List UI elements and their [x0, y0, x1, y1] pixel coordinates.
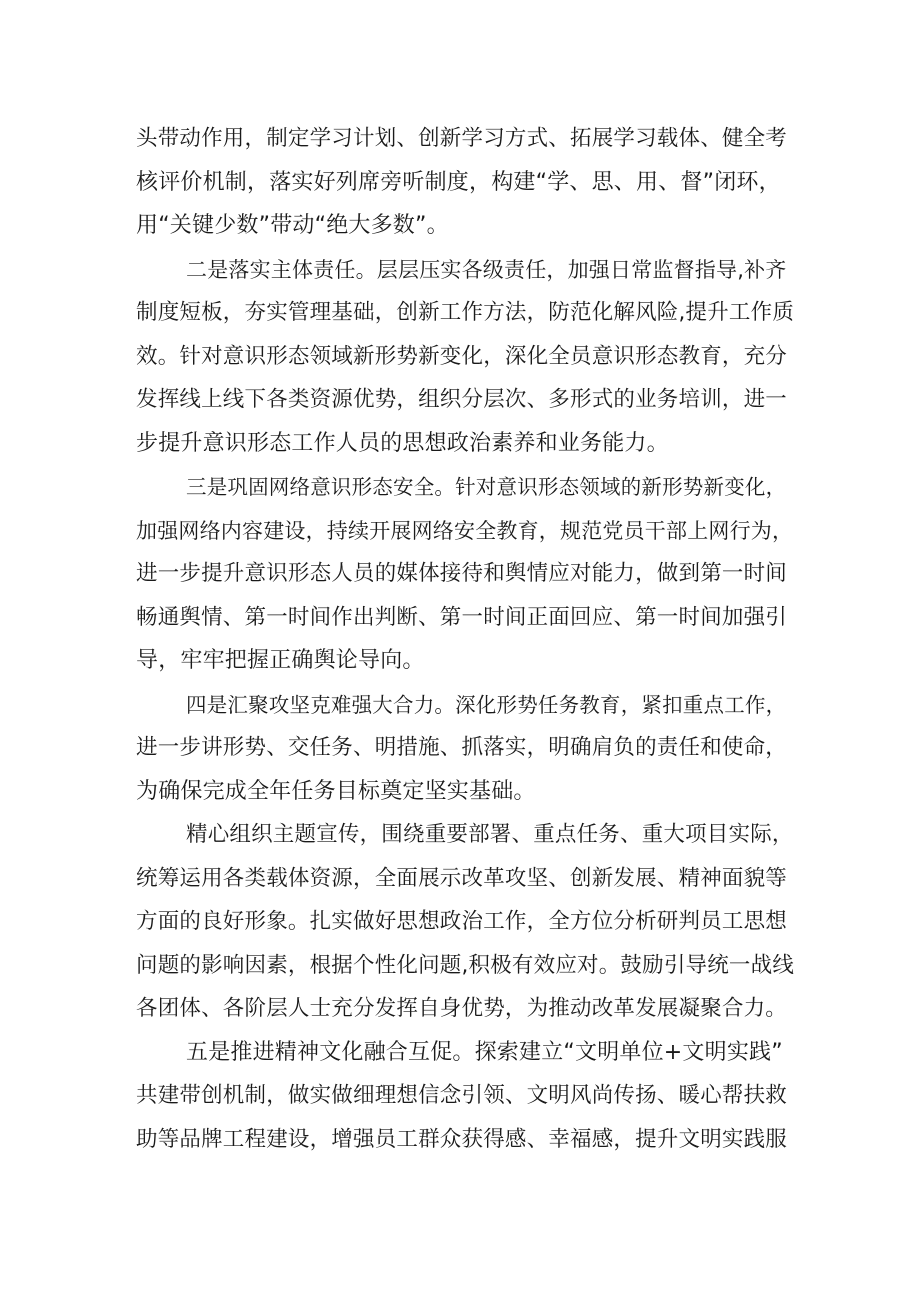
text-line: 进一步讲形势、交任务、明措施、抓落实，明确肩负的责任和使命， — [136, 735, 788, 760]
paragraph-first-line: 四是汇聚攻坚克难强大合力。深化形势任务教育，紧扣重点工作， — [186, 693, 787, 717]
text-line: 加强网络内容建设，持续开展网络安全教育，规范党员干部上网行为， — [136, 519, 794, 543]
text-line: 步提升意识形态工作人员的思想政治素养和业务能力。 — [136, 431, 669, 456]
text-line: 畅通舆情、第一时间作出判断、第一时间正面回应、第一时间加强引 — [136, 605, 788, 630]
text-line: 制度短板，夯实管理基础，创新工作方法，防范化解风险,提升工作质 — [136, 300, 795, 325]
paragraph-first-line: 三是巩固网络意识形态安全。针对意识形态领域的新形势新变化， — [186, 475, 787, 499]
paragraph-first-line: 五是推进精神文化融合互促。探索建立“文明单位+文明实践” — [186, 1040, 783, 1065]
text-line: 方面的良好形象。扎实做好思想政治工作，全方位分析研判员工思想 — [136, 909, 788, 934]
text-line: 效。针对意识形态领域新形势新变化，深化全员意识形态教育，充分 — [136, 344, 788, 369]
text-line: 发挥线上线下各类资源优势，组织分层次、多形式的业务培训，进一 — [136, 387, 788, 412]
text-line: 头带动作用，制定学习计划、创新学习方式、拓展学习载体、健全考 — [136, 126, 788, 151]
text-line: 问题的影响因素，根据个性化问题,积极有效应对。鼓励引导统一战线 — [136, 953, 795, 978]
text-line: 核评价机制，落实好列席旁听制度，构建“学、思、用、督”闭环， — [136, 170, 781, 195]
text-line: 进一步提升意识形态人员的媒体接待和舆情应对能力，做到第一时间 — [136, 561, 788, 586]
text-line: 为确保完成全年任务目标奠定坚实基础。 — [136, 779, 536, 804]
text-line: 统筹运用各类载体资源，全面展示改革攻坚、创新发展、精神面貌等 — [136, 866, 788, 891]
text-line: 用“关键少数”带动“绝大多数”。 — [136, 213, 449, 238]
paragraph-first-line: 二是落实主体责任。层层压实各级责任，加强日常监督指导,补齐 — [186, 258, 787, 282]
text-line: 各团体、各阶层人士充分发挥自身优势，为推动改革发展凝聚合力。 — [136, 996, 788, 1021]
text-line: 助等品牌工程建设，增强员工群众获得感、幸福感，提升文明实践服 — [136, 1127, 788, 1152]
paragraph-first-line: 精心组织主题宣传，围绕重要部署、重点任务、重大项目实际， — [186, 822, 794, 847]
text-line: 导，牢牢把握正确舆论导向。 — [136, 648, 425, 673]
text-line: 共建带创机制，做实做细理想信念引领、文明风尚传扬、暖心帮扶救 — [136, 1083, 788, 1108]
